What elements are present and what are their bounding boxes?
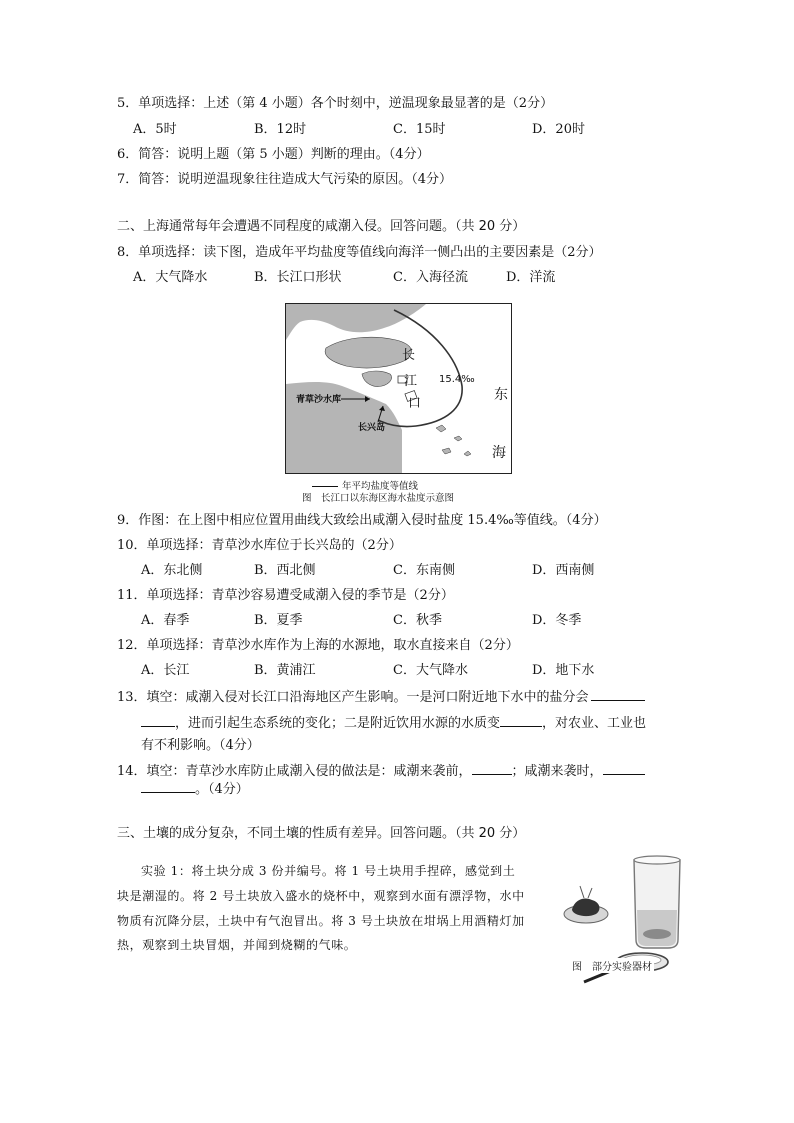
experiment-line-1: 实验 1：将土块分成 3 份并编号。将 1 号土块用手捏碎，感觉到土 [141,864,516,878]
q13-line-3: 有不利影响。（4分） [141,738,260,753]
q10-option-a: A．东北侧 [141,563,203,578]
section-2-heading: 二、上海通常每年会遭遇不同程度的咸潮入侵。回答问题。（共 20 分） [117,219,526,234]
map-label-dong: 东 [494,387,508,403]
q13-blank-1a[interactable] [591,687,645,701]
lab-figure-caption: 图 部分实验器材 [570,958,654,973]
q13-line-2-text-a: ，进而引起生态系统的变化；二是附近饮用水源的水质变 [175,716,501,731]
map-islet [436,425,471,456]
q11-stem: 11．单项选择：青草沙容易遭受咸潮入侵的季节是（2分） [117,588,454,603]
beaker-illustration [634,856,680,948]
q5-option-b: B．12时 [254,122,307,137]
q14-blank-1[interactable] [472,761,512,775]
map-label-jiang: 江 [404,374,418,389]
map-label-kou: 口 [408,396,422,411]
q13-line-2-text-b: ，对农业、工业也 [542,716,647,731]
map-caption: 图 长江口以东海区海水盐度示意图 [302,493,455,504]
q12-option-d: D．地下水 [532,663,595,678]
q10-option-b: B．西北侧 [254,563,316,578]
q8-option-d: D．洋流 [506,270,556,285]
q11-option-b: B．夏季 [254,613,303,628]
q13-line-2 [141,713,646,733]
q13-blank-2[interactable] [500,713,542,727]
q14-line-1-text-b: ；咸潮来袭时， [511,764,603,779]
q8-option-a: A．大气降水 [133,270,208,285]
section-3-heading: 三、土壤的成分复杂，不同土壤的性质有差异。回答问题。（共 20 分） [117,826,526,841]
q14-line-1-text-a: 14．填空：青草沙水库防止咸潮入侵的做法是：咸潮来袭前， [117,764,472,779]
q13-blank-1b[interactable] [141,713,175,727]
q12-stem: 12．单项选择：青草沙水库作为上海的水源地，取水直接来自（2分） [117,638,519,653]
q7-text: 7．简答：说明逆温现象往往造成大气污染的原因。（4分） [117,172,453,187]
map-drawing [286,304,511,473]
q5-option-a: A．5时 [133,122,177,137]
q6-text: 6．简答：说明上题（第 5 小题）判断的理由。（4分） [117,147,430,162]
map-land [286,304,426,340]
map-island-changxing [362,371,392,387]
q13-line-1 [117,687,645,707]
q12-option-c: C．大气降水 [393,663,468,678]
q5-option-d: D．20时 [532,122,585,137]
q8-stem: 8．单项选择：读下图，造成年平均盐度等值线向海洋一侧凸出的主要因素是（2分） [117,245,602,260]
map-island-chongming [325,337,411,368]
q5-option-c: C．15时 [393,122,446,137]
map-label-island: 长兴岛 [358,423,386,433]
q14-line-2 [141,779,249,799]
q12-option-b: B．黄浦江 [254,663,316,678]
q5-stem: 5．单项选择：上述（第 4 小题）各个时刻中，逆温现象最显著的是（2分） [117,96,554,111]
experiment-line-2: 块是潮湿的。将 2 号土块放入盛水的烧杯中，观察到水面有漂浮物，水中 [117,889,525,903]
map-label-chang: 长 [402,348,416,363]
q10-stem: 10．单项选择：青草沙水库位于长兴岛的（2分） [117,538,402,553]
q13-line-1-text: 13．填空：咸潮入侵对长江口沿海地区产生影响。一是河口附近地下水中的盐分会 [117,690,589,705]
q11-option-a: A．春季 [141,613,190,628]
map-label-salinity: 15.4‰ [439,374,475,385]
q8-option-b: B．长江口形状 [254,270,342,285]
q14-line-1 [117,761,645,781]
q10-option-c: C．东南侧 [393,563,455,578]
q8-option-c: C．入海径流 [393,270,468,285]
experiment-line-4: 热，观察到土块冒烟，并闻到烧糊的气味。 [117,938,357,952]
q14-blank-2a[interactable] [603,761,645,775]
q11-option-d: D．冬季 [532,613,582,628]
map-label-hai: 海 [492,445,506,461]
map-legend-label: 年平均盐度等值线 [342,481,419,492]
q14-blank-2b[interactable] [141,779,195,793]
q11-option-c: C．秋季 [393,613,442,628]
soil-dish-illustration [564,886,608,923]
q14-line-2-text: 。（4分） [195,782,249,797]
experiment-line-3: 物质有沉降分层，土块中有气泡冒出。将 3 号土块放在坩埚上用酒精灯加 [117,914,525,928]
q9-text: 9．作图：在上图中相应位置用曲线大致绘出咸潮入侵时盐度 15.4‰等值线。（4分） [117,513,607,528]
map-label-reservoir: 青草沙水库 [296,395,342,405]
q10-option-d: D．西南侧 [532,563,595,578]
salinity-map [285,303,512,474]
q12-option-a: A．长江 [141,663,190,678]
legend-line-sample [312,486,338,487]
